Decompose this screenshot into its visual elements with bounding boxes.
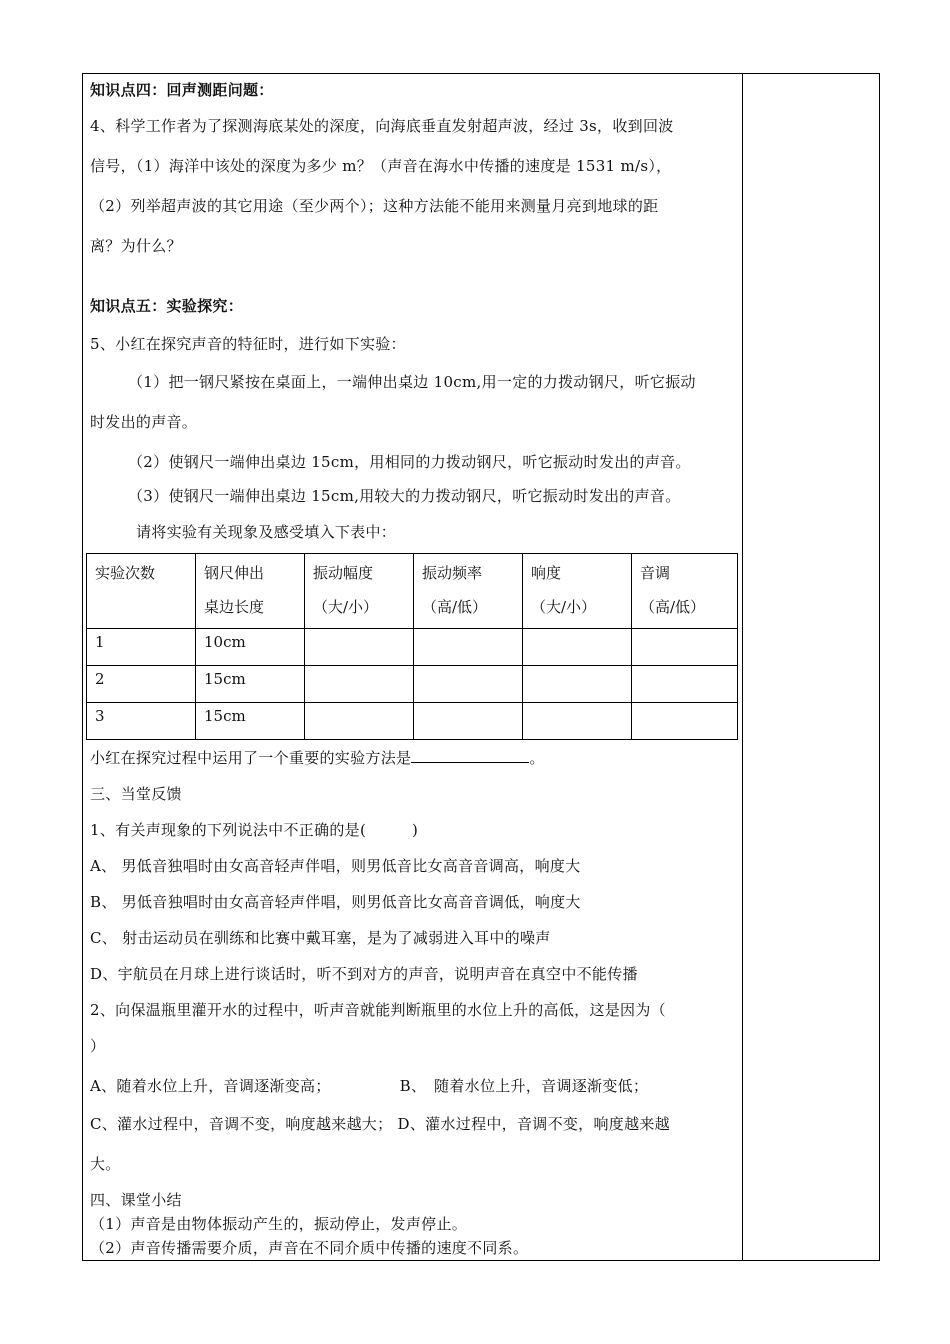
table-cell[interactable] [523, 703, 632, 740]
table-cell[interactable] [632, 666, 738, 703]
question4-line3: （2）列举超声波的其它用途（至少两个）；这种方法能不能用来测量月亮到地球的距 [90, 197, 659, 215]
table-cell: 1 [87, 629, 196, 666]
question5-intro: 5、小红在探究声音的特征时，进行如下实验： [90, 335, 406, 353]
table-cell[interactable] [632, 629, 738, 666]
question4-line2: 信号，（1）海洋中该处的深度为多少 m？（声音在海水中传播的速度是 1531 m/s）， [90, 157, 672, 175]
feedback-q1-option-c: C、 射击运动员在驯练和比赛中戴耳塞，是为了减弱进入耳中的噪声 [90, 929, 551, 947]
header-cell: 振动频率 （高/低） [414, 554, 523, 629]
header-cell: 音调 （高/低） [632, 554, 738, 629]
feedback-q2-options-ab: A、随着水位上升，音调逐渐变高； B、 随着水位上升，音调逐渐变低； [90, 1077, 649, 1095]
table-header-row [87, 554, 738, 629]
feedback-q1: 1、有关声现象的下列说法中不正确的是( ) [90, 821, 419, 839]
table-row [87, 629, 738, 666]
step3-text: （3）使钢尺一端伸出桌边 15cm,用较大的力拨动钢尺，听它振动时发出的声音。 [128, 487, 681, 505]
feedback-q1-option-d: D、宇航员在月球上进行谈话时，听不到对方的声音，说明声音在真空中不能传播 [90, 965, 638, 983]
table-cell[interactable] [305, 629, 414, 666]
table-cell[interactable] [632, 703, 738, 740]
table-cell[interactable] [414, 629, 523, 666]
answer-blank[interactable] [411, 748, 529, 763]
table-cell: 3 [87, 703, 196, 740]
header-cell: 振动幅度 （大/小） [305, 554, 414, 629]
question4-line4: 离？为什么？ [90, 237, 182, 255]
summary-item1: （1）声音是由物体振动产生的，振动停止，发声停止。 [90, 1215, 468, 1233]
summary-heading: 四、课堂小结 [90, 1191, 182, 1209]
feedback-q2-options-cd-cont: 大。 [90, 1155, 121, 1173]
table-cell[interactable] [414, 703, 523, 740]
table-cell: 2 [87, 666, 196, 703]
experiment-table [86, 553, 738, 740]
table-row [87, 666, 738, 703]
feedback-q2-line2: ） [90, 1037, 106, 1055]
summary-item2: （2）声音传播需要介质，声音在不同介质中传播的速度不同系。 [90, 1239, 529, 1257]
table-cell: 15cm [196, 666, 305, 703]
table-cell[interactable] [414, 666, 523, 703]
table-cell[interactable] [523, 666, 632, 703]
method-prefix: 小红在探究过程中运用了一个重要的实验方法是 [90, 749, 412, 767]
table-cell[interactable] [523, 629, 632, 666]
header-cell: 实验次数 [87, 554, 196, 629]
feedback-q1-option-b: B、 男低音独唱时由女高音轻声伴唱，则男低音比女高音音调低，响度大 [90, 893, 581, 911]
table-row [87, 703, 738, 740]
margin-column-divider [742, 73, 743, 1261]
method-suffix: 。 [529, 749, 545, 767]
table-cell[interactable] [305, 703, 414, 740]
step2-text: （2）使钢尺一端伸出桌边 15cm，用相同的力拨动钢尺，听它振动时发出的声音。 [128, 453, 691, 471]
header-cell: 钢尺伸出 桌边长度 [196, 554, 305, 629]
feedback-q2-line1: 2、向保温瓶里灌开水的过程中，听声音就能判断瓶里的水位上升的高低，这是因为（ [90, 1001, 666, 1019]
section5-heading: 知识点五：实验探究： [90, 297, 244, 315]
feedback-q1-option-a: A、 男低音独唱时由女高音轻声伴唱，则男低音比女高音音调高，响度大 [90, 857, 581, 875]
question4-line1: 4、科学工作者为了探测海底某处的深度，向海底垂直发射超声波，经过 3s，收到回波 [90, 117, 674, 135]
step1-line1: （1）把一钢尺紧按在桌面上，一端伸出桌边 10cm,用一定的力拨动钢尺，听它振动 [128, 373, 696, 391]
method-question [90, 747, 545, 768]
feedback-q2-options-cd: C、灌水过程中，音调不变，响度越来越大； D、灌水过程中，音调不变，响度越来越 [90, 1115, 670, 1133]
feedback-heading: 三、当堂反馈 [90, 785, 182, 803]
table-cell[interactable] [305, 666, 414, 703]
table-cell: 15cm [196, 703, 305, 740]
step1-line2: 时发出的声音。 [90, 413, 198, 431]
table-cell: 10cm [196, 629, 305, 666]
section4-heading: 知识点四：回声测距问题： [90, 81, 274, 99]
table-instruction: 请将实验有关现象及感受填入下表中： [136, 523, 397, 541]
header-cell: 响度 （大/小） [523, 554, 632, 629]
